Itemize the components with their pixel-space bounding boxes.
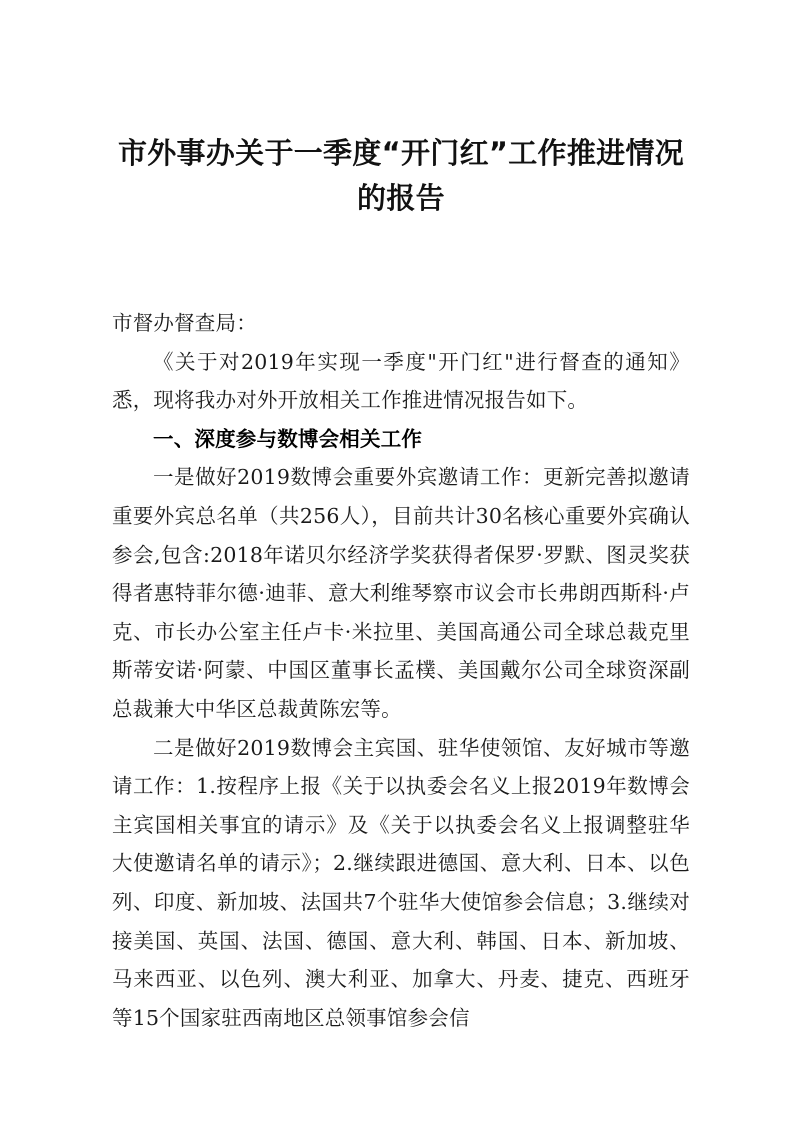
paragraph-intro: 《关于对2019年实现一季度"开门红"进行督查的通知》悉，现将我办对外开放相关工作推进情况报告如下。: [112, 349, 690, 413]
salutation: 市督办督查局：: [112, 311, 257, 335]
page-title: 市外事办关于一季度“开门红”工作推进情况的报告: [117, 136, 685, 215]
document-body: [112, 304, 690, 1037]
paragraph-section1-item1: 一是做好2019数博会重要外宾邀请工作：更新完善拟邀请重要外宾总名单（共256人），目前共计30名核心重要外宾确认参会,包含:2018年诺贝尔经济学奖获得者保罗·罗默、图灵奖获得者惠特菲尔德·迪菲、意大利维琴察市议会市长弗朗西斯科·卢克、市长办公室主任卢卡·米拉里、美国高通公司全球总裁克里斯蒂安诺·阿蒙、中国区董事长孟樸、美国戴尔公司全球资深副总裁兼大中华区总裁黄陈宏等。: [112, 465, 690, 721]
section-heading-1: 一、深度参与数博会相关工作: [153, 426, 423, 451]
paragraph-section1-item2: 二是做好2019数博会主宾国、驻华使领馆、友好城市等邀请工作：1.按程序上报《关于以执委会名义上报2019年数博会主宾国相关事宜的请示》及《关于以执委会名义上报调整驻华大使邀请名单的请示》；2.继续跟进德国、意大利、日本、以色列、印度、新加坡、法国共7个驻华大使馆参会信息；3.继续对接美国、英国、法国、德国、意大利、韩国、日本、新加坡、马来西亚、以色列、澳大利亚、加拿大、丹麦、捷克、西班牙等15个国家驻西南地区总领事馆参会信: [112, 735, 690, 1030]
